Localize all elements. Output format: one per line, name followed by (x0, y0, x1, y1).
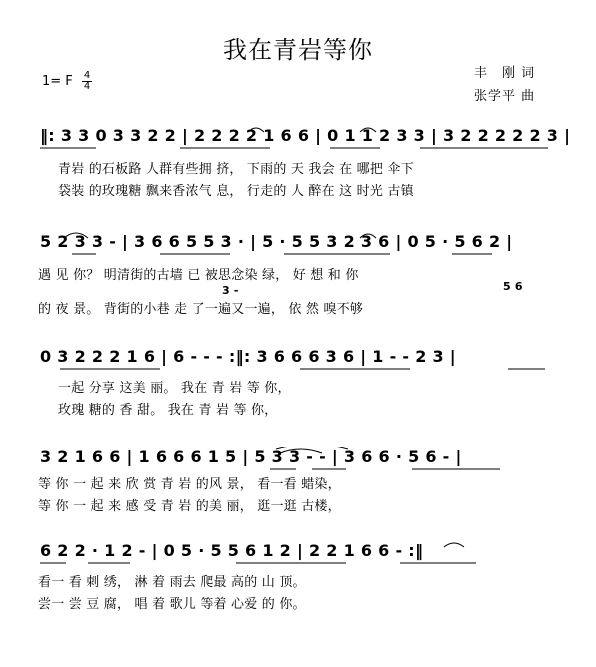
notes-line-5: 6 2 2 · 1 2 - | 0 5 · 5 5 6 1 2 | 2 2 1 6 6 - :‖ (40, 541, 424, 560)
time-signature (82, 71, 92, 92)
composer-credit: 张学平 曲 (474, 89, 536, 104)
lyrics-verse2-line-5: 尝一 尝 豆 腐， 唱 着 歌儿 等着 心爱 的 你。 (38, 597, 306, 612)
lyrics-verse1-line-3: 一起 分享 这美 丽。 我在 青 岩 等 你， (58, 381, 291, 396)
notes-line-2: 5 2 3 3 - | 3 6 6 5 5 3 · | 5 · 5 5 3 2 3 6 | 0 5 · 5 6 2 | (40, 232, 513, 251)
notes-line-4: 3 2 1 6 6 | 1 6 6 6 1 5 | 5 3 3 - - | 3 6 6 · 5 6 - | (40, 447, 462, 466)
lyrics-verse1-line-4: 等 你 一 起 来 欣 赏 青 岩 的风 景， 看一看 蜡染， (38, 477, 341, 492)
lyrics-verse1-line-1: 青岩 的石板路 人群有些拥 挤， 下雨的 天 我会 在 哪把 伞下 (58, 162, 414, 177)
lyrics-verse1-line-2: 遇 见 你？ 明清街的古墙 已 被思念染 绿， 好 想 和 你 (38, 268, 359, 283)
lyrics-verse2-line-3: 玫瑰 糖的 香 甜。 我在 青 岩 等 你， (58, 403, 278, 418)
notes-line-1: ‖: 3 3 0 3 3 2 2 | 2 2 2 2 1 6 6 | 0 1 1 2 3 3 | 3 2 2 2 2 2 3 | (40, 126, 571, 145)
time-signature-top: 4 (83, 70, 91, 81)
notes-line-3: 0 3 2 2 2 1 6 | 6 - - - :‖: 3 6 6 6 3 6 | 1 - - 2 3 | (40, 347, 456, 366)
lyrics-verse1-line-5: 看一 看 刺 绣， 淋 着 雨去 爬最 高的 山 顶。 (38, 575, 306, 590)
lyrics-verse2-line-2: 的 夜 景。 背街的小巷 走 了一遍又一遍， 依 然 嗅不够 (38, 302, 364, 317)
time-signature-bottom: 4 (83, 81, 91, 92)
small-notation-right: 5 6 (503, 280, 523, 293)
song-title: 我在青岩等你 (223, 36, 373, 64)
lyrics-verse2-line-1: 袋装 的玫瑰糖 飘来香浓气 息， 行走的 人 醉在 这 时光 古镇 (58, 184, 414, 199)
lyrics-verse2-line-4: 等 你 一 起 来 感 受 青 岩 的美 丽， 逛一逛 古楼， (38, 499, 341, 514)
small-notation-above: 3 - (222, 284, 239, 297)
lyricist-credit: 丰 刚 词 (474, 66, 536, 81)
key-signature: 1= F (42, 74, 73, 89)
